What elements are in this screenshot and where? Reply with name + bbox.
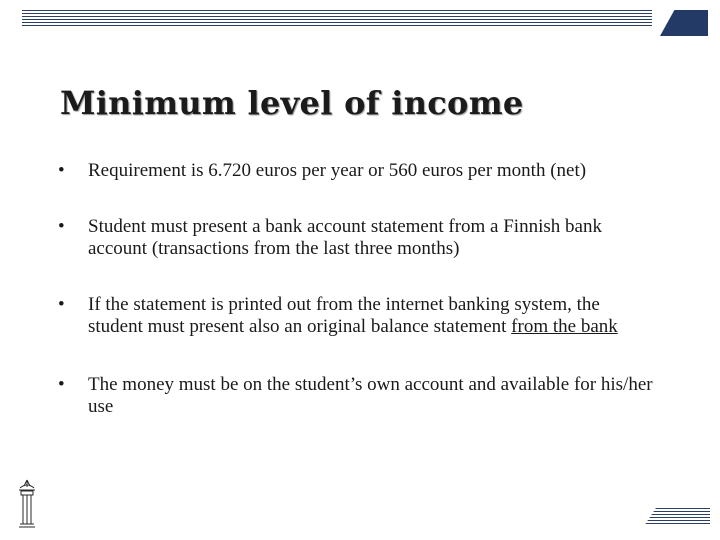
- university-crest-icon: [14, 478, 40, 530]
- bullet-item: [58, 294, 658, 338]
- bullet-icon: •: [58, 160, 65, 181]
- bullet-text: If the statement is printed out from the internet banking system, the student must present also an original balance statement: [88, 294, 600, 337]
- top-stripe-decoration: [22, 10, 652, 28]
- bullet-item: [58, 160, 658, 182]
- bank-link-text: from the bank: [511, 316, 618, 337]
- bullet-icon: •: [58, 294, 65, 315]
- bullet-icon: •: [58, 216, 65, 237]
- bullet-text: The money must be on the student’s own account and available for his/her use: [88, 374, 653, 417]
- bullet-icon: •: [58, 374, 65, 395]
- bullet-item: [58, 216, 658, 260]
- bullet-text: Student must present a bank account statement from a Finnish bank account (transactions from the last three months): [88, 216, 602, 259]
- slide-title: Minimum level of income: [60, 84, 524, 122]
- bullet-text: Requirement is 6.720 euros per year or 560 euros per month (net): [88, 160, 587, 181]
- bullet-list: [58, 160, 658, 418]
- bottom-stripe-decoration: [644, 508, 710, 526]
- bullet-item: [58, 374, 658, 418]
- corner-block-decoration: [660, 10, 708, 36]
